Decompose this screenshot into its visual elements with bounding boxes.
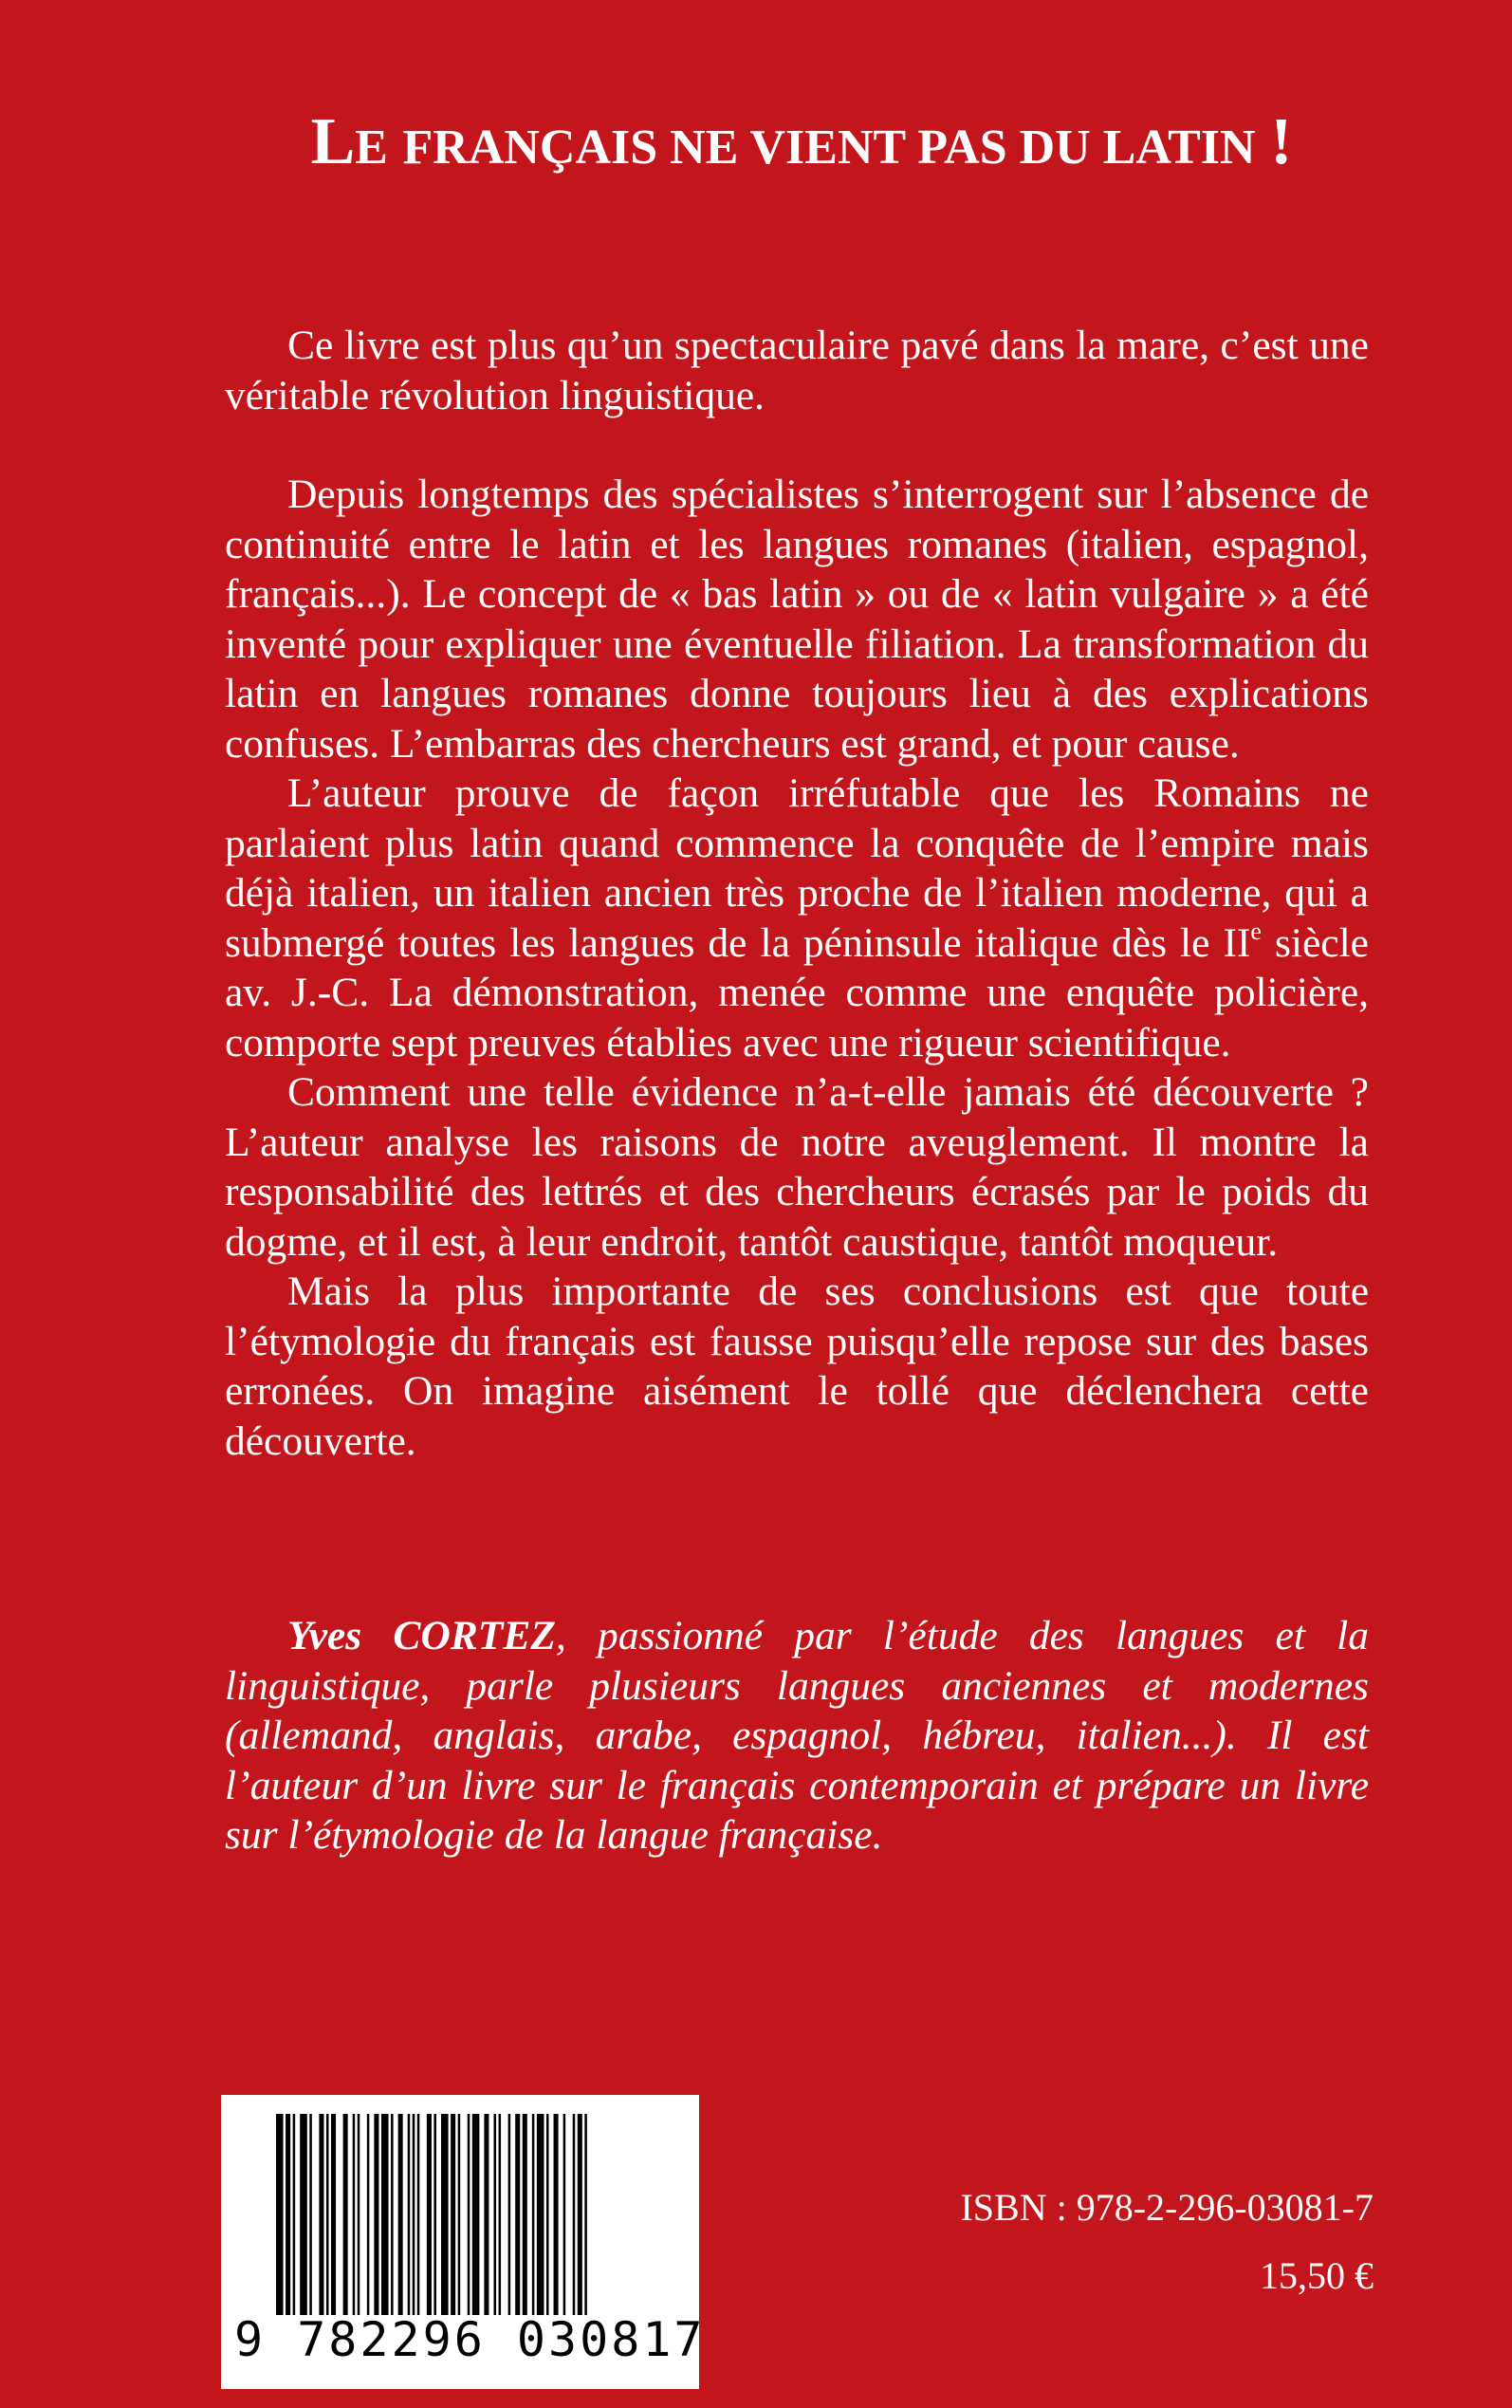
barcode-bar [537,2114,544,2315]
barcode-bar [358,2114,360,2315]
title-first-word-rest: E [355,120,388,175]
barcode-bar [300,2114,307,2315]
barcode-bar [494,2114,497,2315]
superscript-e: e [1250,917,1262,945]
barcode-bar [408,2114,411,2315]
title-exclamation: ! [1270,105,1293,178]
barcode-bar [427,2114,432,2315]
barcode-bar [331,2114,336,2315]
barcode-bar [276,2114,284,2315]
barcode-bar [381,2114,389,2315]
barcode-bar [573,2114,576,2315]
barcode-bar [532,2114,535,2315]
barcode-bar [515,2114,520,2315]
barcode-bar [293,2114,296,2315]
barcode-bar [499,2114,502,2315]
barcode-bar [433,2114,436,2315]
blurb-paragraph-2: Depuis longtemps des spécialistes s’interrogent sur l’absence de continuité entre le latin et les langues romanes (italien, espagnol, français...). Le concept de « bas latin » ou de « latin vulgaire » a été inventé pour expliquer une éventuelle filiation. La transformation du latin en langues romanes donne toujours lieu à des explications confuses. L’embarras des chercheurs est grand, et pour cause. [225,472,1369,767]
barcode-bar [391,2114,394,2315]
author-bio-text: , passionné par l’étude des langues et la linguistique, parle plusieurs langues anciennes et modernes (allemand, anglais, arabe, espagnol, hébreu, italien...). Il est l’auteur d’un livre sur le français contemporain et prépare un livre sur l’étymologie de la langue française. [225,1613,1369,1858]
barcode-bar [484,2114,489,2315]
barcode-bar [523,2114,527,2315]
barcode-bar [417,2114,420,2315]
barcode-bar [286,2114,290,2315]
barcode-bar [343,2114,348,2315]
barcode-bar [554,2114,559,2315]
price: 15,50 € [1260,2254,1374,2297]
barcode-bar [441,2114,449,2315]
barcode-bar [472,2114,480,2315]
barcode [221,2095,706,2389]
barcode-digits: 9 782296 030817 [234,2312,706,2367]
blurb-paragraph-4: Comment une telle évidence n’a-t-elle jamais été découverte ? L’auteur analyse les raisons de notre aveuglement. Il montre la responsabilité des lettrés et des chercheurs écrasés par le poids du dogme, et il est, à leur endroit, tantôt caustique, tantôt moqueur. [225,1069,1369,1265]
barcode-bar [374,2114,378,2315]
isbn: ISBN : 978-2-296-03081-7 [960,2186,1374,2229]
barcode-bar [468,2114,470,2315]
barcode-bar [508,2114,511,2315]
barcode-bar [563,2114,566,2315]
blurb-paragraph-5: Mais la plus importante de ses conclusions est que toute l’étymologie du français est fausse puisqu’elle repose sur des bases erronées. On imagine aisément le tollé que déclenchera cette découverte. [225,1269,1369,1464]
title-rest: FRANÇAIS NE VIENT PAS DU LATIN [402,120,1256,175]
barcode-bar [413,2114,415,2315]
author-name: Yves CORTEZ [287,1613,556,1658]
barcode-bar [319,2114,323,2315]
blurb-paragraph-3 [225,769,1369,1067]
barcode-bar [309,2114,312,2315]
barcode-bar [353,2114,356,2315]
barcode-bar [451,2114,455,2315]
blurb-paragraph-1: Ce livre est plus qu’un spectaculaire pavé dans la mare, c’est une véritable révolution linguistique. [225,323,1369,418]
barcode-bar [546,2114,549,2315]
barcode-bars-icon [276,2114,644,2315]
barcode-bar [398,2114,403,2315]
blurb-paragraph-3-start: L’auteur prouve de façon irréfutable que les Romains ne parlaient plus latin quand commence la conquête de l’empire mais déjà italien, un italien ancien très proche de l’italien moderne, qui a submergé toutes les langues de la péninsule italique dès le II [225,770,1369,966]
cover-title [218,106,1385,184]
barcode-bar [458,2114,461,2315]
barcode-bar [326,2114,329,2315]
barcode-bar [578,2114,582,2315]
cover-blurb [225,321,1369,1466]
blurb-paragraph-3-end: siècle av. J.-C. La démonstration, menée comme une enquête policière, comporte sept preuves établies avec une rigueur scientifique. [225,919,1369,1065]
barcode-bar [584,2114,587,2315]
author-bio [225,1611,1369,1861]
title-initial: L [310,105,356,178]
barcode-bar [367,2114,370,2315]
